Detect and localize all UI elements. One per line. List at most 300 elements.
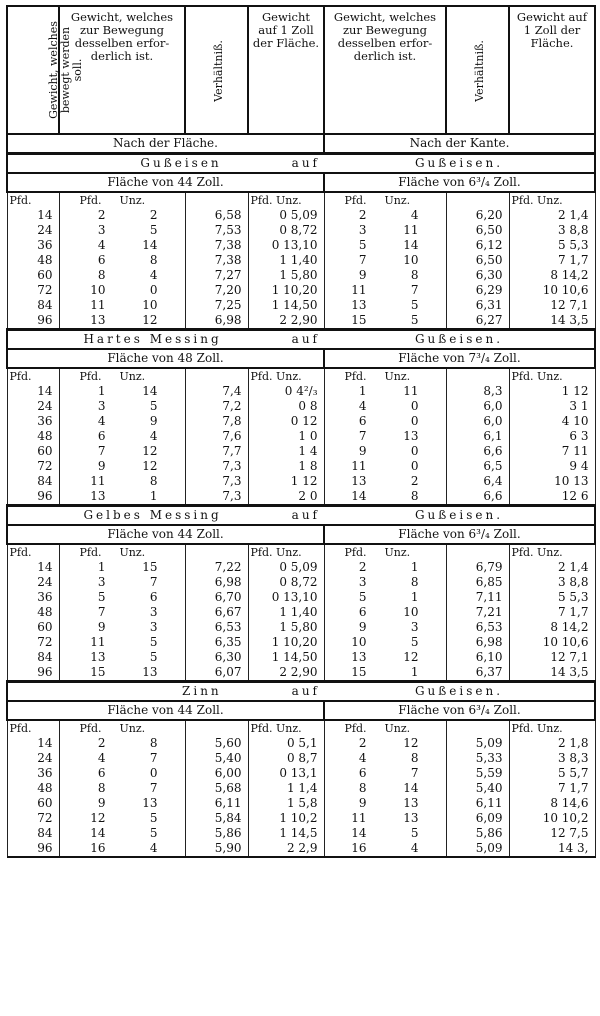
unit-unz: Unz. (384, 722, 411, 735)
cell-force-right (324, 620, 446, 635)
cell-force-left (59, 489, 185, 506)
cell-force-left (59, 736, 185, 751)
table-row (7, 811, 595, 826)
cell-force-right (324, 444, 446, 459)
cell-force-left (59, 459, 185, 474)
table-row (7, 253, 595, 268)
cell-ratio-left: 6,67 (185, 605, 248, 620)
cell-ratio-right: 5,59 (446, 766, 509, 781)
cell-per-inch-left: 1 12 (248, 474, 324, 489)
cell-per-inch-left: 0 8,72 (248, 223, 324, 238)
cell-force-left-pfd: 4 (97, 238, 106, 252)
cell-force-left (59, 238, 185, 253)
cell-force-right-pfd: 7 (358, 429, 367, 443)
cell-ratio-left: 7,7 (185, 444, 248, 459)
cell-force-right-unz: 0 (410, 444, 419, 458)
cell-ratio-left: 7,22 (185, 560, 248, 575)
cell-per-inch-left: 1 14,50 (248, 650, 324, 665)
cell-weight: 72 (7, 811, 59, 826)
unit-per-inch-left: Pfd. Unz. (248, 192, 324, 208)
cell-force-right-pfd: 13 (351, 298, 367, 312)
cell-force-left-pfd: 11 (90, 298, 106, 312)
cell-force-right (324, 223, 446, 238)
unit-unz: Unz. (384, 546, 411, 559)
cell-force-right-unz: 8 (410, 489, 419, 503)
cell-per-inch-right: 7 11 (509, 444, 595, 459)
cell-ratio-right: 6,10 (446, 650, 509, 665)
cell-force-left-unz: 4 (149, 429, 158, 443)
cell-force-right-pfd: 7 (358, 253, 367, 267)
material-title-row (7, 330, 595, 350)
cell-force-left-pfd: 6 (97, 429, 106, 443)
cell-per-inch-left: 1 14,5 (248, 826, 324, 841)
cell-force-right-unz: 1 (410, 665, 419, 679)
cell-ratio-left: 6,70 (185, 590, 248, 605)
cell-weight: 60 (7, 268, 59, 283)
unit-pfd: Pfd. (79, 546, 102, 559)
cell-force-right-pfd: 1 (358, 384, 367, 398)
table-row (7, 605, 595, 620)
cell-force-left-unz: 5 (149, 826, 158, 840)
cell-per-inch-right: 1 12 (509, 384, 595, 399)
cell-force-right-pfd: 9 (358, 620, 367, 634)
cell-force-left-pfd: 11 (90, 474, 106, 488)
area-right: Fläche von 7³/₄ Zoll. (324, 349, 595, 368)
cell-force-right-pfd: 6 (358, 605, 367, 619)
cell-per-inch-left: 1 0 (248, 429, 324, 444)
cell-ratio-right: 6,31 (446, 298, 509, 313)
area-left: Fläche von 44 Zoll. (7, 525, 324, 544)
cell-force-left-pfd: 13 (90, 313, 106, 327)
table-row (7, 459, 595, 474)
cell-force-left-unz: 8 (149, 474, 158, 488)
cell-ratio-right: 5,86 (446, 826, 509, 841)
unit-pfd: Pfd. (79, 722, 102, 735)
cell-force-right-pfd: 6 (358, 414, 367, 428)
cell-force-left (59, 650, 185, 665)
unit-per-inch-right: Pfd. Unz. (509, 192, 595, 208)
cell-force-right-unz: 13 (403, 796, 419, 810)
cell-ratio-right: 6,53 (446, 620, 509, 635)
cell-force-right (324, 796, 446, 811)
cell-ratio-left: 5,40 (185, 751, 248, 766)
table-row (7, 313, 595, 330)
cell-force-left (59, 751, 185, 766)
cell-force-left-pfd: 9 (97, 459, 106, 473)
material-title-row (7, 682, 595, 702)
cell-force-left-unz: 5 (149, 635, 158, 649)
cell-ratio-left: 6,98 (185, 575, 248, 590)
table-row (7, 826, 595, 841)
header-per-inch-left: Gewicht auf 1 Zoll der Fläche. (248, 6, 324, 134)
cell-force-left-pfd: 10 (90, 283, 106, 297)
cell-ratio-left: 6,35 (185, 635, 248, 650)
unit-ratio-left (185, 192, 248, 208)
cell-force-left-unz: 3 (149, 605, 158, 619)
cell-force-left-unz: 2 (149, 208, 158, 222)
cell-force-right-unz: 8 (410, 575, 419, 589)
cell-weight: 24 (7, 575, 59, 590)
cell-force-left-unz: 8 (149, 736, 158, 750)
cell-force-right-unz: 14 (403, 781, 419, 795)
cell-per-inch-left: 1 5,80 (248, 620, 324, 635)
unit-ratio-left (185, 368, 248, 384)
cell-weight: 14 (7, 736, 59, 751)
cell-per-inch-right: 14 3, (509, 841, 595, 857)
cell-force-right (324, 781, 446, 796)
cell-per-inch-right: 10 10,6 (509, 283, 595, 298)
table-row (7, 796, 595, 811)
cell-per-inch-right: 9 4 (509, 459, 595, 474)
cell-per-inch-left: 1 1,40 (248, 253, 324, 268)
cell-per-inch-right: 2 1,8 (509, 736, 595, 751)
cell-weight: 84 (7, 298, 59, 313)
cell-force-right-pfd: 11 (351, 283, 367, 297)
cell-per-inch-left: 0 13,10 (248, 238, 324, 253)
area-row (7, 701, 595, 720)
cell-per-inch-left: 1 1,40 (248, 605, 324, 620)
cell-force-right-unz: 13 (403, 429, 419, 443)
cell-per-inch-right: 2 1,4 (509, 208, 595, 223)
cell-force-right-unz: 0 (410, 459, 419, 473)
unit-unz: Unz. (384, 194, 411, 207)
area-right: Fläche von 6³/₄ Zoll. (324, 525, 595, 544)
cell-force-right (324, 429, 446, 444)
unit-ratio-right (446, 544, 509, 560)
cell-force-right-unz: 12 (403, 736, 419, 750)
cell-force-right-pfd: 8 (358, 781, 367, 795)
cell-force-left-pfd: 13 (90, 650, 106, 664)
cell-weight: 84 (7, 650, 59, 665)
unit-force-left (59, 192, 185, 208)
cell-ratio-left: 7,38 (185, 238, 248, 253)
table-row (7, 736, 595, 751)
cell-ratio-left: 6,11 (185, 796, 248, 811)
cell-force-right-unz: 11 (403, 384, 419, 398)
cell-force-left-pfd: 4 (97, 751, 106, 765)
unit-pfd: Pfd. (79, 370, 102, 383)
cell-weight: 72 (7, 459, 59, 474)
cell-ratio-right: 5,09 (446, 841, 509, 857)
unit-per-inch-right: Pfd. Unz. (509, 720, 595, 736)
cell-per-inch-left: 1 14,50 (248, 298, 324, 313)
cell-per-inch-left: 2 2,90 (248, 313, 324, 330)
cell-force-right-unz: 0 (410, 414, 419, 428)
cell-weight: 48 (7, 253, 59, 268)
cell-force-left-unz: 4 (149, 268, 158, 282)
cell-force-right (324, 399, 446, 414)
orientation-right: Nach der Kante. (324, 134, 595, 154)
unit-ratio-left (185, 720, 248, 736)
cell-force-left-pfd: 13 (90, 489, 106, 503)
table-row (7, 444, 595, 459)
cell-weight: 24 (7, 751, 59, 766)
cell-force-left-pfd: 15 (90, 665, 106, 679)
cell-per-inch-left: 1 4 (248, 444, 324, 459)
cell-force-left (59, 283, 185, 298)
cell-force-left-unz: 5 (149, 399, 158, 413)
cell-force-left-pfd: 5 (97, 590, 106, 604)
unit-force-right (324, 544, 446, 560)
cell-force-left-unz: 15 (142, 560, 158, 574)
cell-weight: 60 (7, 796, 59, 811)
cell-force-left-unz: 10 (142, 298, 158, 312)
cell-force-right-pfd: 4 (358, 399, 367, 413)
cell-ratio-right: 6,09 (446, 811, 509, 826)
cell-weight: 96 (7, 665, 59, 682)
cell-force-left (59, 414, 185, 429)
cell-force-left (59, 253, 185, 268)
cell-ratio-right: 6,4 (446, 474, 509, 489)
area-left: Fläche von 44 Zoll. (7, 173, 324, 192)
unit-force-left (59, 544, 185, 560)
cell-weight: 36 (7, 766, 59, 781)
table-row (7, 474, 595, 489)
area-right: Fläche von 6³/₄ Zoll. (324, 701, 595, 720)
cell-force-right-unz: 4 (410, 208, 419, 222)
unit-pfd: Pfd. (344, 546, 367, 559)
cell-force-left-unz: 8 (149, 253, 158, 267)
cell-force-right-pfd: 2 (358, 560, 367, 574)
cell-force-left-unz: 7 (149, 751, 158, 765)
cell-ratio-left: 6,07 (185, 665, 248, 682)
cell-ratio-right: 5,09 (446, 736, 509, 751)
cell-per-inch-right: 12 7,1 (509, 298, 595, 313)
cell-force-left (59, 635, 185, 650)
table-row (7, 414, 595, 429)
cell-ratio-left: 7,3 (185, 489, 248, 506)
cell-weight: 72 (7, 635, 59, 650)
table-row (7, 560, 595, 575)
cell-force-right-pfd: 11 (351, 811, 367, 825)
cell-force-left-unz: 1 (149, 489, 158, 503)
cell-per-inch-left: 0 5,09 (248, 208, 324, 223)
unit-pfd: Pfd. (344, 194, 367, 207)
cell-force-right-pfd: 13 (351, 650, 367, 664)
unit-pfd: Pfd. (344, 722, 367, 735)
table-row (7, 575, 595, 590)
cell-ratio-right: 7,21 (446, 605, 509, 620)
cell-force-right (324, 650, 446, 665)
table-row (7, 223, 595, 238)
cell-force-left-unz: 0 (149, 766, 158, 780)
cell-force-right (324, 605, 446, 620)
unit-per-inch-right: Pfd. Unz. (509, 368, 595, 384)
cell-force-right-unz: 10 (403, 605, 419, 619)
cell-weight: 14 (7, 384, 59, 399)
cell-ratio-right: 5,40 (446, 781, 509, 796)
material-right: Gußeisen. (324, 506, 595, 526)
cell-force-left (59, 826, 185, 841)
cell-force-left-pfd: 1 (97, 384, 106, 398)
cell-force-left-pfd: 6 (97, 253, 106, 267)
unit-row (7, 192, 595, 208)
cell-force-left (59, 268, 185, 283)
cell-force-left-unz: 5 (149, 650, 158, 664)
cell-weight: 96 (7, 489, 59, 506)
unit-ratio-left (185, 544, 248, 560)
cell-per-inch-right: 5 5,3 (509, 590, 595, 605)
table-row (7, 841, 595, 857)
cell-per-inch-left: 2 2,90 (248, 665, 324, 682)
cell-ratio-left: 5,60 (185, 736, 248, 751)
cell-force-right-unz: 2 (410, 474, 419, 488)
cell-force-right (324, 575, 446, 590)
cell-force-left-pfd: 3 (97, 223, 106, 237)
cell-weight: 84 (7, 474, 59, 489)
cell-force-right (324, 766, 446, 781)
cell-ratio-left: 6,53 (185, 620, 248, 635)
cell-force-left-unz: 4 (149, 841, 158, 855)
cell-force-right (324, 208, 446, 223)
cell-force-left-unz: 7 (149, 781, 158, 795)
cell-force-left-pfd: 11 (90, 635, 106, 649)
cell-force-left-pfd: 9 (97, 620, 106, 634)
cell-ratio-left: 7,20 (185, 283, 248, 298)
cell-force-left (59, 313, 185, 330)
cell-ratio-left: 7,4 (185, 384, 248, 399)
unit-force-right (324, 368, 446, 384)
cell-force-right-unz: 8 (410, 268, 419, 282)
cell-ratio-right: 6,12 (446, 238, 509, 253)
table-row (7, 590, 595, 605)
table-row (7, 650, 595, 665)
material-joiner: auf (291, 684, 320, 698)
cell-per-inch-right: 7 1,7 (509, 253, 595, 268)
cell-ratio-right: 6,30 (446, 268, 509, 283)
cell-ratio-left: 6,98 (185, 313, 248, 330)
cell-force-left (59, 665, 185, 682)
unit-weight: Pfd. (7, 544, 59, 560)
cell-force-left (59, 796, 185, 811)
material-left (7, 506, 324, 526)
material-joiner: auf (291, 156, 320, 170)
cell-force-right-unz: 5 (410, 826, 419, 840)
cell-force-right-pfd: 3 (358, 223, 367, 237)
header-ratio-right: Verhältniß. (446, 6, 509, 134)
cell-force-right-pfd: 15 (351, 665, 367, 679)
area-row (7, 173, 595, 192)
cell-per-inch-left: 0 13,10 (248, 590, 324, 605)
cell-per-inch-right: 12 7,5 (509, 826, 595, 841)
cell-force-left-unz: 6 (149, 590, 158, 604)
cell-ratio-right: 6,79 (446, 560, 509, 575)
cell-force-right-pfd: 3 (358, 575, 367, 589)
cell-per-inch-right: 3 8,3 (509, 751, 595, 766)
unit-row (7, 368, 595, 384)
cell-force-left (59, 841, 185, 857)
cell-force-left-pfd: 1 (97, 560, 106, 574)
cell-ratio-right: 8,3 (446, 384, 509, 399)
cell-per-inch-right: 14 3,5 (509, 313, 595, 330)
cell-per-inch-right: 3 8,8 (509, 223, 595, 238)
unit-ratio-right (446, 368, 509, 384)
table-row (7, 238, 595, 253)
cell-ratio-left: 5,84 (185, 811, 248, 826)
cell-force-right (324, 489, 446, 506)
orientation-row (7, 134, 595, 154)
cell-ratio-left: 7,8 (185, 414, 248, 429)
material-title-row (7, 506, 595, 526)
cell-per-inch-left: 0 13,1 (248, 766, 324, 781)
area-right: Fläche von 6³/₄ Zoll. (324, 173, 595, 192)
cell-force-right (324, 298, 446, 313)
unit-row (7, 544, 595, 560)
cell-ratio-right: 6,6 (446, 444, 509, 459)
cell-force-right-unz: 13 (403, 811, 419, 825)
unit-pfd: Pfd. (79, 194, 102, 207)
cell-force-right-pfd: 9 (358, 444, 367, 458)
cell-force-right-unz: 7 (410, 283, 419, 297)
cell-ratio-right: 7,11 (446, 590, 509, 605)
table-row (7, 635, 595, 650)
cell-ratio-right: 6,1 (446, 429, 509, 444)
cell-force-right-pfd: 13 (351, 474, 367, 488)
cell-per-inch-right: 2 1,4 (509, 560, 595, 575)
cell-per-inch-left: 1 5,8 (248, 796, 324, 811)
cell-force-right (324, 238, 446, 253)
cell-per-inch-left: 1 1,4 (248, 781, 324, 796)
cell-ratio-left: 5,68 (185, 781, 248, 796)
cell-force-right-unz: 5 (410, 313, 419, 327)
cell-force-left-unz: 13 (142, 665, 158, 679)
cell-force-left-unz: 12 (142, 313, 158, 327)
cell-force-left (59, 605, 185, 620)
cell-force-left-pfd: 7 (97, 605, 106, 619)
cell-force-left (59, 766, 185, 781)
cell-force-right-unz: 5 (410, 298, 419, 312)
cell-force-left-unz: 14 (142, 238, 158, 252)
material-left-label: Gelbes Messing (83, 508, 222, 522)
cell-force-left-pfd: 6 (97, 766, 106, 780)
cell-force-left-pfd: 8 (97, 268, 106, 282)
cell-force-left (59, 575, 185, 590)
cell-force-left-pfd: 7 (97, 444, 106, 458)
cell-force-right (324, 826, 446, 841)
cell-per-inch-right: 8 14,2 (509, 620, 595, 635)
cell-per-inch-left: 2 2,9 (248, 841, 324, 857)
cell-per-inch-left: 1 10,20 (248, 283, 324, 298)
material-left (7, 682, 324, 702)
table-row (7, 620, 595, 635)
cell-force-left-pfd: 9 (97, 796, 106, 810)
cell-force-left (59, 620, 185, 635)
table-row (7, 665, 595, 682)
cell-force-right-pfd: 9 (358, 268, 367, 282)
area-row (7, 349, 595, 368)
cell-weight: 14 (7, 560, 59, 575)
cell-ratio-left: 7,2 (185, 399, 248, 414)
cell-force-right-pfd: 5 (358, 238, 367, 252)
cell-weight: 84 (7, 826, 59, 841)
material-title-row (7, 154, 595, 174)
table-row (7, 766, 595, 781)
cell-force-right-unz: 11 (403, 223, 419, 237)
cell-force-left-pfd: 8 (97, 781, 106, 795)
cell-weight: 96 (7, 841, 59, 857)
cell-force-left (59, 811, 185, 826)
cell-per-inch-right: 5 5,7 (509, 766, 595, 781)
cell-ratio-left: 7,53 (185, 223, 248, 238)
cell-per-inch-right: 12 6 (509, 489, 595, 506)
cell-ratio-left: 7,3 (185, 474, 248, 489)
cell-force-right (324, 253, 446, 268)
cell-force-left (59, 298, 185, 313)
cell-force-right (324, 841, 446, 857)
cell-force-right-pfd: 2 (358, 736, 367, 750)
cell-per-inch-right: 14 3,5 (509, 665, 595, 682)
cell-force-right (324, 811, 446, 826)
